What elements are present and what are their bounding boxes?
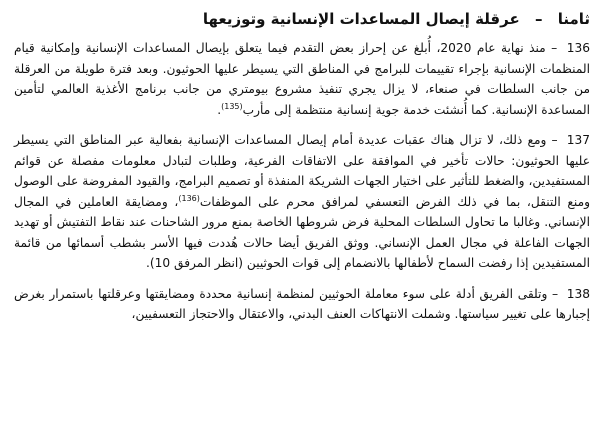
section-heading xyxy=(14,8,590,30)
paragraph-text: وتلقى الفريق أدلة على سوء معاملة الحوثيين لمنظمة إنسانية محددة ومضايقتها وعرقلتها باستمرار بغرض إجبارها على تغيير سياستها. وشملت الانتهاكات العنف البدني، والاعتقال والاحتجاز التعسفيين، xyxy=(14,286,590,321)
paragraph-text-tail: ، ومضايقة العاملين في المجال الإنساني. وغالبا ما تحاول السلطات المحلية فرض شروطها الخاصة بمنع مرور الشاحنات عند نقاط التفتيش أو تهديد الجهات الفاعلة في مجال العمل الإنساني. ووثق الفريق أيضا حالات هُددت فيها الأسر بشطب أسمائها من قائمة المستفيدين إذا رفضت السماح لأطفالها بالانضمام إلى قوات الحوثيين (انظر المرفق 10). xyxy=(14,194,590,270)
paragraph-number: 136 xyxy=(566,41,591,55)
paragraph-dash: – xyxy=(551,286,559,301)
section-title: عرقلة إيصال المساعدات الإنسانية وتوزيعها xyxy=(202,10,520,28)
paragraph-138 xyxy=(14,284,590,325)
paragraph-dash: – xyxy=(551,41,558,55)
paragraph-number: 138 xyxy=(566,286,590,301)
paragraph-number: 137 xyxy=(566,133,590,147)
section-number: ثامنا xyxy=(557,10,590,28)
section-dash: – xyxy=(534,10,543,28)
footnote-ref[interactable]: (136) xyxy=(178,193,200,203)
paragraph-text: منذ نهاية عام 2020، أُبلغ عن إحراز بعض التقدم فيما يتعلق بإيصال المساعدات الإنسانية وإمكانية قيام المنظمات الإنسانية بإجراء تقييمات للبرامج في المناطق التي يسيطر عليها الحوثيون. وبعد فترة طويلة من العرقلة من جانب السلطات في صنعاء، لا يزال يجري تنفيذ مشروع بيومتري من جانب برنامج الأغذية العالمي لتأمين المساعدة الإنسانية. كما أُنشئت خدمة جوية إنسانية منتظمة إلى مأرب xyxy=(14,41,590,117)
paragraph-137 xyxy=(14,130,590,274)
footnote-ref[interactable]: (135) xyxy=(221,101,243,111)
paragraph-136 xyxy=(14,38,590,120)
paragraph-text: ومع ذلك، لا تزال هناك عقبات عديدة أمام إيصال المساعدات الإنسانية بفعالية عبر المناطق التي يسيطر عليها الحوثيون: حالات تأخير في الموافقة على الاتفاقات الفرعية، وطلبات لتبادل معلومات مفصلة عن قوائم المستفيدين، والضغط للتأثير على اختيار الجهات الشريكة المنفذة أو تصميم البرامج، والقيود المفروضة على الوصول ومنع التنقل، بما في ذلك الفرض التعسفي لمرافق محرم على الموظفات xyxy=(14,133,590,209)
paragraph-dash: – xyxy=(551,133,558,147)
paragraph-text-tail: . xyxy=(217,102,222,117)
